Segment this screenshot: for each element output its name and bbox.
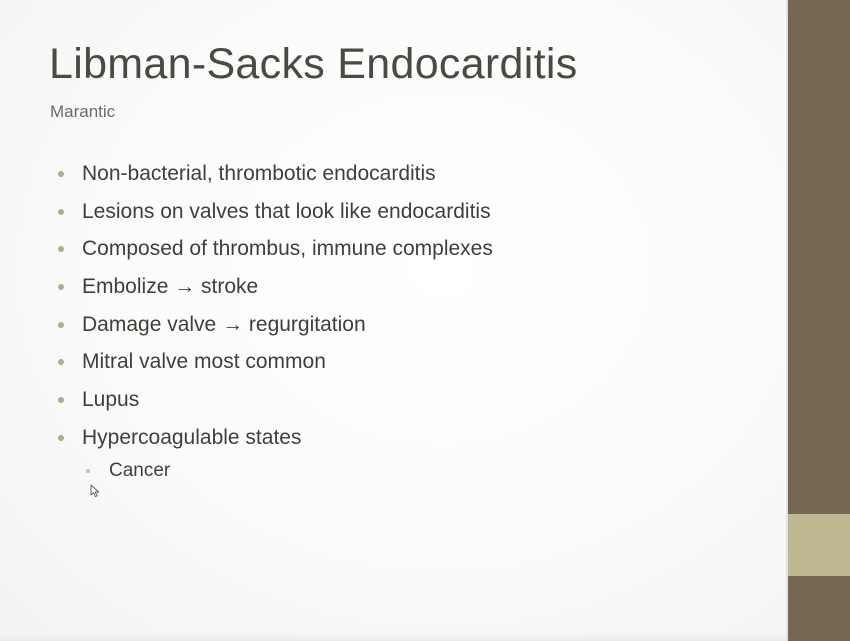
bullet-text: Non-bacterial, thrombotic endocarditis: [82, 161, 436, 185]
bullet-item: [58, 419, 493, 457]
sidebar-accent-block: [788, 514, 850, 576]
bullet-list: [58, 155, 493, 457]
bottom-edge: [0, 634, 786, 641]
bullet-item: [58, 268, 493, 306]
bullet-item: [58, 155, 493, 193]
slide-title: Libman-Sacks Endocarditis: [49, 40, 578, 88]
bullet-dot-icon: [58, 435, 64, 441]
bullet-dot-icon: [58, 359, 64, 365]
bullet-item: [58, 306, 493, 344]
bullet-dot-icon: [58, 322, 64, 328]
sub-bullet-dot-icon: [86, 469, 90, 473]
bullet-text: Embolize → stroke: [82, 274, 259, 298]
bullet-dot-icon: [58, 246, 64, 252]
sub-bullet-item: [86, 456, 170, 486]
bullet-item: [58, 230, 493, 268]
slide-subtitle: Marantic: [50, 102, 116, 121]
bullet-dot-icon: [58, 209, 64, 215]
bullet-item: [58, 343, 493, 381]
bullet-dot-icon: [58, 397, 64, 403]
sub-bullet-text: Cancer: [109, 460, 171, 481]
mouse-pointer-icon: [90, 484, 100, 498]
bullet-dot-icon: [58, 171, 64, 177]
bullet-item: [58, 193, 493, 231]
bullet-text: Lesions on valves that look like endocarditis: [82, 199, 491, 223]
bullet-item: [58, 381, 493, 419]
bullet-text: Lupus: [82, 387, 140, 411]
bullet-text: Composed of thrombus, immune complexes: [82, 237, 493, 261]
bullet-dot-icon: [58, 284, 64, 290]
bullet-text: Hypercoagulable states: [82, 425, 302, 449]
bullet-text: Mitral valve most common: [82, 350, 326, 374]
bullet-text: Damage valve → regurgitation: [82, 312, 366, 336]
